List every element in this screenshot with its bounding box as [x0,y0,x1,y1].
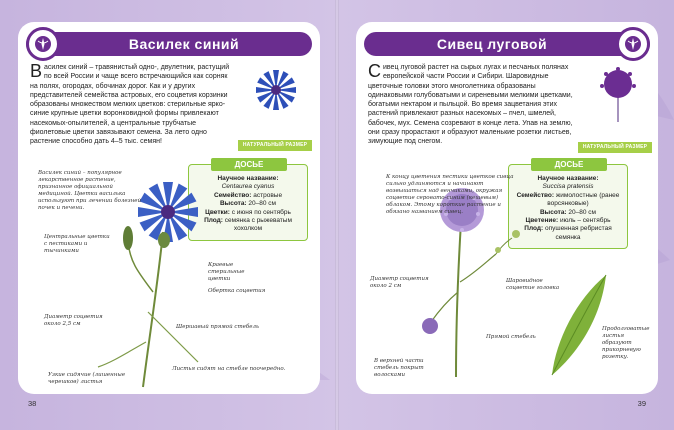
left-note-diameter: Диаметр соцветия около 2,5 см [44,314,103,327]
left-fruit-value: семянка с рыжеватым хохолком [224,217,292,233]
right-flowers-label: Цветение: [525,217,559,225]
left-note-central: Центральные цветки с пестиками и тычинками [44,234,110,254]
right-natural-size-label: НАТУРАЛЬНЫЙ РАЗМЕР [578,142,652,153]
right-family-value: жимолостные (ранее ворсянковые) [547,191,620,208]
book-gutter [335,0,339,430]
right-fruit-value: опушенная ребристая семянка [544,225,612,241]
left-height-value: 20–80 см [248,200,277,208]
right-flowers-value: июль – сентябрь [560,217,611,225]
left-sci-value: Centaurea cyanus [221,183,275,191]
left-intro-body: асилек синий – травянистый одно-, двулетник, растущий по всей России и чаще всего встречающийся как сорняк на полях, огородах, обочинах дорог. Как и у других представителей семейства астровых, его соцветия корзинки образованы множеством мелких цветков: стерильные ярко-синие крупные цветки воронковидной формы привлекают насекомых-опылителей, а центральные трубчатые фиолетовые цветки завязывают семена. За лето одно растение способно дать 4–5 тыс. семян! [30,64,230,146]
right-note-pistils: К концу цветения пестики цветков сивца сильно удлиняются и начинают возвышаться над венчиками, окружая соцветие серовато-синим (кешевым) облаком. Этому короткие растение и обязано названием сивец. [386,174,514,215]
cornflower-natural-size-icon [246,66,306,118]
left-page [18,22,320,394]
right-height-label: Высота: [539,208,567,216]
left-note-medicinal: Василек синий – популярное лекарственное растение, признанное официальной медициной. Цветки василька используют при лечении болезней почек и печени. [38,170,142,211]
left-note-leaves-sessile: Листья сидят на стебле поочередно. [172,366,286,372]
left-note-leaves-narrow: Узкие сидячие (лишенные черешков) листья [48,372,126,385]
right-note-leaves: Продолговатые листья образуют прикорневую розетку. [602,326,650,360]
right-fruit-label: Плод: [524,225,544,233]
scabious-badge-icon [616,27,650,61]
cornflower-badge-icon [26,27,60,61]
left-flowers-label: Цветки: [205,208,230,216]
right-intro-text [368,63,574,147]
left-page-title: Василек синий [128,36,240,52]
left-dossier-header: ДОСЬЕ [211,158,287,171]
left-family-value: астровые [253,191,283,199]
left-note-involucre: Обертка соцветия [208,288,266,294]
right-note-upper-stem: В верхней части стебель покрыт волосками [374,358,424,378]
left-fruit-label: Плод: [204,217,223,225]
right-sci-value: Succisa pratensis [542,183,594,191]
right-page [356,22,658,394]
right-note-stem: Прямой стебель [486,334,536,340]
right-height-value: 20–80 см [568,208,597,216]
right-dossier-header: ДОСЬЕ [531,158,607,171]
left-flowers-value: с июня по сентябрь [231,208,291,216]
left-sci-label: Научное название: [217,175,279,182]
left-page-number: 38 [28,399,37,408]
right-dropcap: С [368,61,381,81]
left-intro-text [30,63,236,147]
right-page-title: Сивец луговой [436,36,548,52]
left-natural-size [246,66,316,124]
right-sci-label: Научное название: [537,175,599,182]
left-height-label: Высота: [219,200,247,208]
right-natural-size [588,66,658,124]
left-family-label: Семейство: [213,191,252,199]
right-note-globe: Шаровидное соцветие головка [506,278,560,291]
scabious-natural-size-icon [588,66,648,122]
left-natural-size-label: НАТУРАЛЬНЫЙ РАЗМЕР [238,140,312,151]
right-intro-body: ивец луговой растет на сырых лугах и песчаных полянах европейской части России и Сибири. Шаровидные цветочные головки этого многолетника образованы одинаковыми голубоватыми и сиреневыми мелкими цветками, богатыми нектаром и пыльцой. Во время зацветания этих растений привлекают разных насекомых – пчел, шмелей, бабочек, мух. Семена созревают в конце лета. Упав на землю, они сразу прорастают и образуют маленькие розетки листьев, зимующие под снегом. [368,64,573,146]
left-note-stem: Шершавый прямой стебель [176,324,260,330]
right-page-number: 39 [637,399,646,408]
left-dropcap: В [30,61,43,81]
right-note-diameter: Диаметр соцветия около 2 см [370,276,429,289]
left-note-marginal: Краевые стерильные цветки [208,262,245,282]
right-family-label: Семейство: [516,191,555,199]
